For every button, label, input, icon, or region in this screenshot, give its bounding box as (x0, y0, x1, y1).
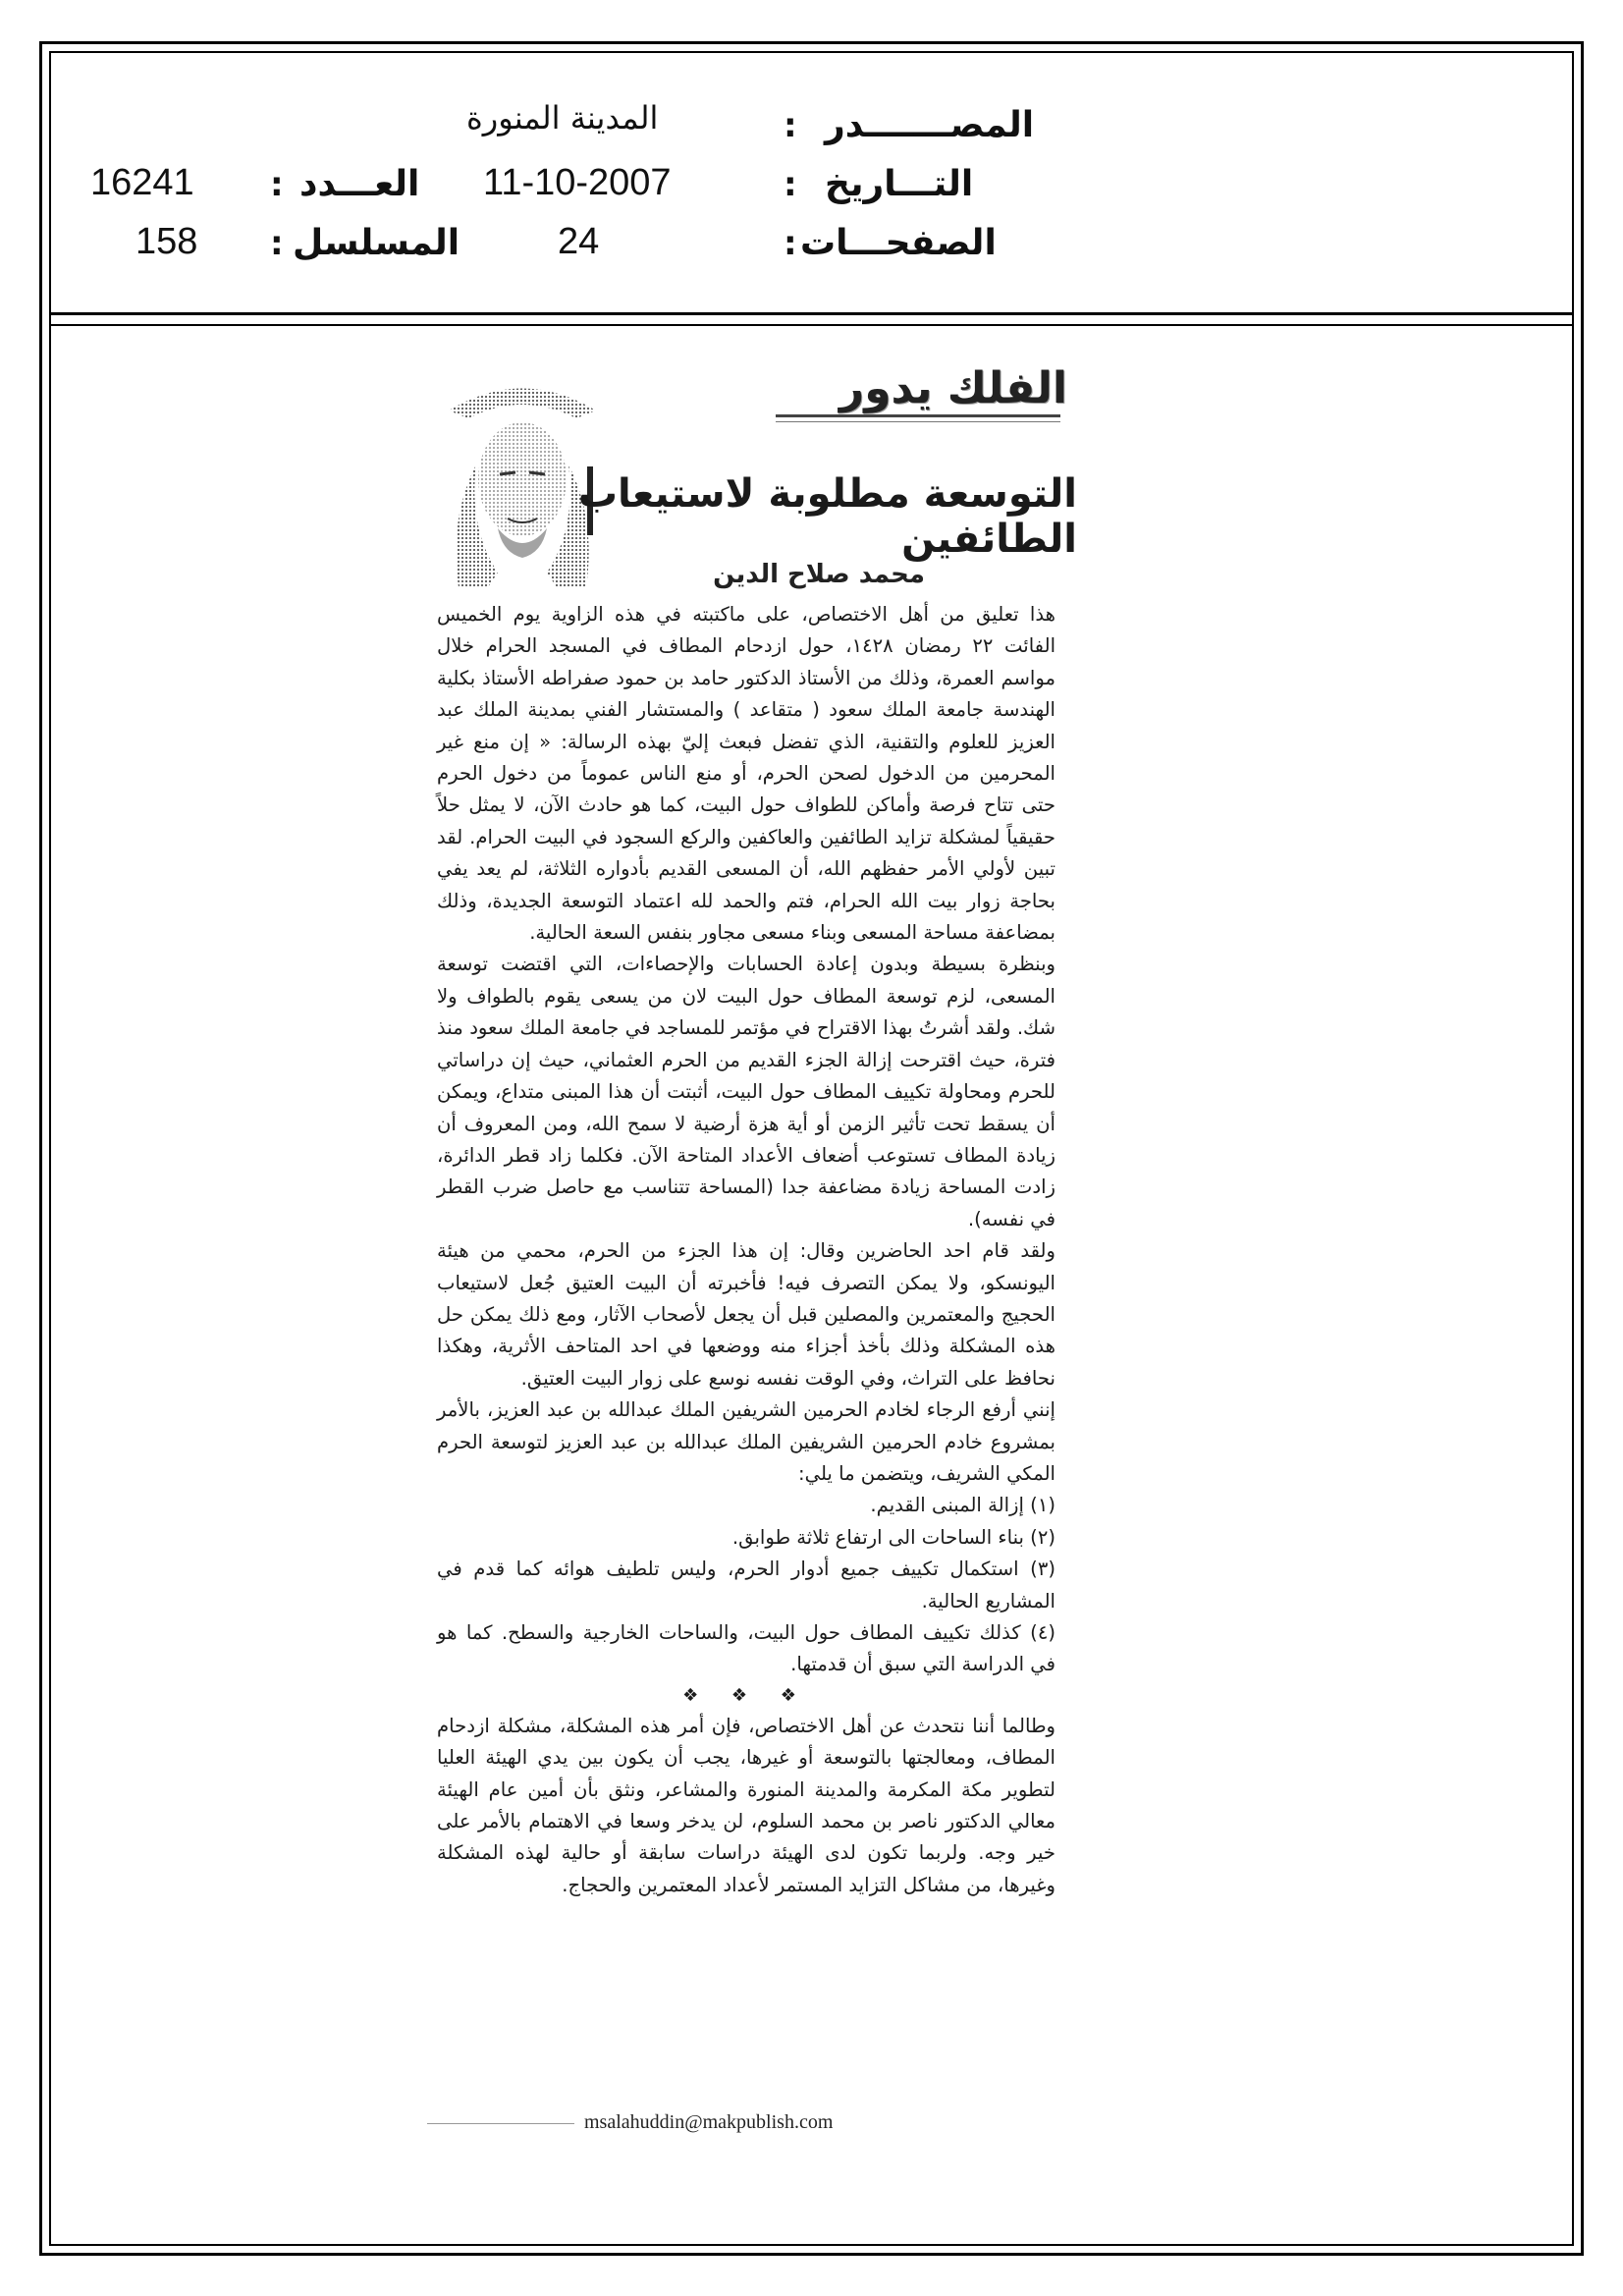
article-author: محمد صلاح الدين (713, 560, 925, 589)
pages-label: الصفحـــات (800, 223, 997, 263)
paragraph: وبنظرة بسيطة وبدون إعادة الحسابات والإحصاءات، التي اقتضت توسعة المسعى، لزم توسعة المطاف حول البيت لان من يسعى يقوم بالطواف ولا شك. ولقد أشرتُ بهذا الاقتراح في مؤتمر للمساجد في جامعة الملك سعود منذ فترة، حيث اقترحت إزالة الجزء القديم من الحرم العثماني، حيث إن دراساتي للحرم ومحاولة تكييف المطاف حول البيت، أثبتت أن هذا المبنى متداع، ويمكن أن يسقط تحت تأثير الزمن أو أية هزة أرضية لا سمح الله، ومن المعروف أن زيادة المطاف تستوعب أضعاف الأعداد المتاحة الآن. فكلما زاد قطر الدائرة، زادت المساحة زيادة مضاعفة جدا (المساحة تتناسب مع حاصل ضرب القطر في نفسه). (437, 953, 1055, 1230)
source-value: المدينة المنورة (466, 99, 659, 137)
column-title-underline-secondary (776, 421, 1060, 422)
email-divider (427, 2123, 574, 2124)
serial-colon: : (270, 224, 284, 263)
issue-label: العـــدد (299, 164, 420, 204)
article-headline: التوسعة مطلوبة لاستيعاب الطائفين (577, 471, 1077, 562)
issue-value: 16241 (90, 162, 194, 203)
serial-label: المسلسل (293, 223, 460, 263)
issue-colon: : (270, 165, 284, 204)
pages-value: 24 (558, 221, 600, 262)
header-divider (49, 312, 1574, 315)
date-value: 11-10-2007 (483, 162, 672, 203)
paragraph: هذا تعليق من أهل الاختصاص، على ماكتبته في هذه الزاوية يوم الخميس الفائت ٢٢ رمضان ١٤٢٨، حول ازدحام المطاف في المسجد الحرام خلال مواسم العمرة، وذلك من الأستاذ الدكتور حامد بن حمود صفراطه الأستاذ بكلية الهندسة جامعة الملك سعود ( متقاعد ) والمستشار الفني بمدينة الملك عبد العزيز للعلوم والتقنية، الذي تفضل فبعث إليّ بهذه الرسالة: « إن منع غير المحرمين من الدخول لصحن الحرم، أو منع الناس عموماً من دخول الحرم حتى تتاح فرصة وأماكن للطواف حول البيت، كما هو حادث الآن، لا يمثل حلاً حقيقياً لمشكلة تزايد الطائفين والعاكفين والركع السجود في البيت الحرام. لقد تبين لأولي الأمر حفظهم الله، أن المسعى القديم بأدواره الثلاثة، لم يعد يفي بحاجة زوار بيت الله الحرام، فتم والحمد لله اعتماد التوسعة الجديدة، وذلك بمضاعفة مساحة المسعى وبناء مسعى مجاور بنفس السعة الحالية. (437, 603, 1056, 945)
pages-colon: : (784, 224, 797, 263)
column-title: الفلك يدور (839, 363, 1067, 413)
source-label: المصـــــــدر (825, 105, 1035, 145)
paragraph: ولقد قام احد الحاضرين وقال: إن هذا الجزء من الحرم، محمي من هيئة اليونسكو، ولا يمكن التصرف فيه! فأخبرته أن البيت العتيق جُعل لاستيعاب الحجيج والمعتمرين والمصلين قبل أن يجعل لأصحاب الآثار، ومع ذلك يمكن حل هذه المشكلة وذلك بأخذ أجزاء منه ووضعها في احد المتاحف الأثرية، وهكذا نحافظ على التراث، وفي الوقت نفسه نوسع على زوار البيت العتيق. (437, 1239, 1055, 1390)
date-colon: : (784, 165, 797, 204)
list-item: (٢) بناء الساحات الى ارتفاع ثلاثة طوابق. (731, 1525, 1055, 1549)
serial-value: 158 (135, 221, 198, 262)
section-separator: ❖ ❖ ❖ (682, 1684, 810, 1706)
list-item: (١) إزالة المبنى القديم. (870, 1494, 1055, 1517)
source-colon: : (784, 106, 797, 145)
paragraph: إنني أرفع الرجاء لخادم الحرمين الشريفين الملك عبدالله بن عبد العزيز، بالأمر بمشروع خادم الحرمين الشريفين الملك عبدالله بن عبد العزيز لتوسعة الحرم المكي الشريف، ويتضمن ما يلي: (437, 1398, 1055, 1485)
list-item: (٣) استكمال تكييف جميع أدوار الحرم، وليس تلطيف هوائه كما قدم في المشاريع الحالية. (437, 1558, 1055, 1613)
list-item: (٤) كذلك تكييف المطاف حول البيت، والساحات الخارجية والسطح. كما هو في الدراسة التي سبق أن قدمتها. (437, 1621, 1055, 1676)
date-label: التـــاريخ (825, 164, 974, 204)
article-body (437, 599, 1055, 1901)
author-email: msalahuddin@makpublish.com (584, 2111, 834, 2133)
column-title-underline (776, 414, 1060, 417)
paragraph: وطالما أننا نتحدث عن أهل الاختصاص، فإن أمر هذه المشكلة، مشكلة ازدحام المطاف، ومعالجتها بالتوسعة أو غيرها، يجب أن يكون بين يدي الهيئة العليا لتطوير مكة المكرمة والمدينة المنورة والمشاعر، ونثق بأن أمين عام الهيئة معالي الدكتور ناصر بن محمد السلوم، لن يدخر وسعا في الاهتمام بالأمر على خير وجه. ولربما تكون لدى الهيئة دراسات سابقة أو حالية لهذه المشكلة وغيرها، من مشاكل التزايد المستمر لأعداد المعتمرين والحجاج. (437, 1714, 1055, 1896)
newspaper-clipping (417, 355, 1077, 2148)
header-divider-inner (49, 324, 1574, 326)
